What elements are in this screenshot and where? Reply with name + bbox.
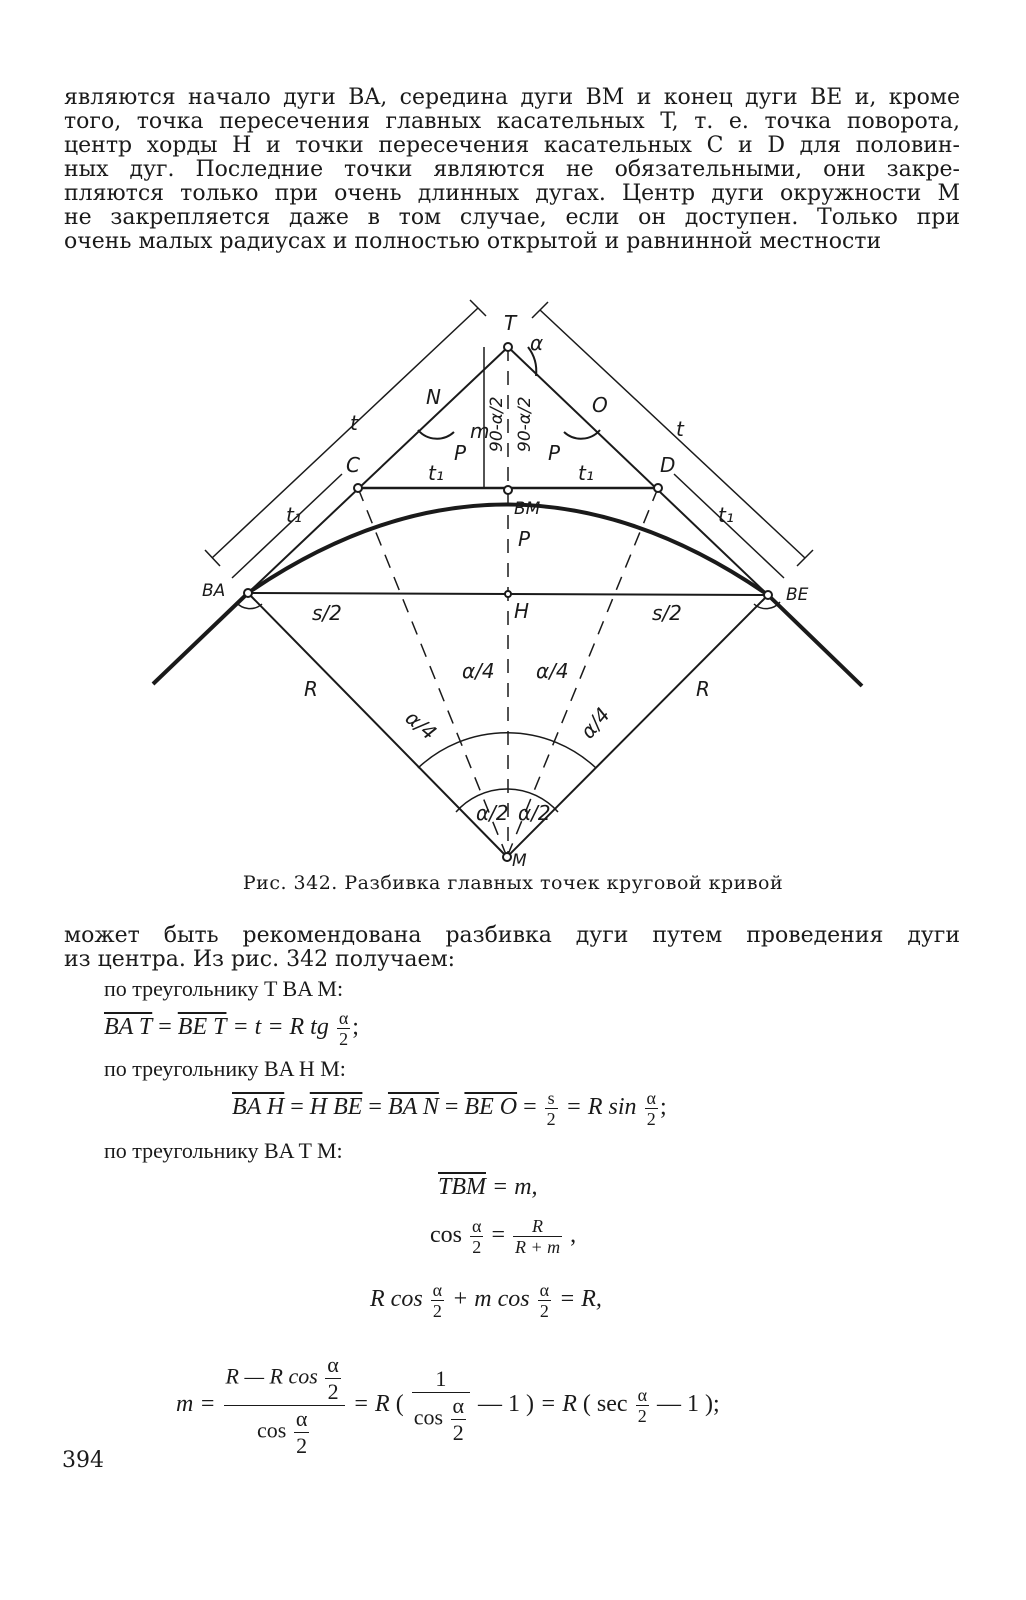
formula-6: m = R — R cos $\frac{\alpha}{2}$ cos $\frac{\alpha}{2}$ = R ( 1 cos $\frac{\alpha}{2}$ — 1 ) = R ( sec $\frac{\alpha}{2}$ — 1 );: [176, 1352, 720, 1458]
figure-caption: Рис. 342. Разбивка главных точек круговой кривой: [242, 872, 784, 894]
tangent-extension-left: [153, 593, 248, 684]
label-half-angle-left: 90-α/2: [487, 396, 507, 452]
tangent-right: [508, 347, 768, 595]
label-a4-1: α/4: [400, 705, 442, 745]
label-t1-left: t₁: [428, 461, 444, 485]
label-R-left: R: [304, 677, 318, 701]
text-line: ных дуг. Последние точки являются не обязательными, они закре-: [64, 157, 960, 182]
label-T: T: [504, 311, 517, 335]
label-H: H: [514, 599, 530, 623]
tangent-extension-right: [768, 595, 862, 686]
formula-1: BA T = BE T = t = R tg $\frac{\alpha}{2}$ ;: [104, 1008, 359, 1049]
label-a2-left: α/2: [476, 801, 509, 825]
dim-t-right: [540, 310, 805, 558]
text-line: являются начало дуги BA, середина дуги BM и конец дуги BE и, кроме: [64, 85, 960, 110]
paragraph-top: [64, 86, 960, 254]
label-C: C: [346, 453, 360, 477]
label-a2-right: α/2: [518, 801, 551, 825]
label-M: M: [512, 851, 527, 871]
label-s2-right: s/2: [652, 601, 682, 625]
label-P1: P: [454, 441, 467, 465]
label-D: D: [660, 453, 676, 477]
text-line: пляются только при очень длинных дугах. Центр дуги окружности M: [64, 181, 960, 206]
radius-left: [248, 593, 507, 857]
triangle-label-3: по треугольнику BA T M:: [104, 1138, 343, 1163]
label-N: N: [426, 385, 441, 409]
formula-2: BA H = H BE = BA N = BE O = $\frac{s}{2}$ = R sin $\frac{\alpha}{2}$ ;: [232, 1088, 667, 1129]
text-line: может быть рекомендована разбивка дуги путем проведения дуги: [64, 923, 960, 948]
text-line: из центра. Из рис. 342 получаем:: [64, 947, 456, 972]
label-a4-2: α/4: [462, 659, 495, 683]
formula-3: $\overline{TBM} = m$,: [438, 1174, 538, 1200]
label-t-right: t: [676, 417, 684, 441]
label-alpha: α: [530, 331, 544, 355]
label-t-left: t: [350, 411, 358, 435]
label-m: m: [470, 419, 490, 443]
label-t1-left-side: t₁: [286, 503, 302, 527]
text-line: очень малых радиусах и полностью открытой и равнинной местности: [64, 229, 882, 254]
label-BA: BA: [202, 581, 226, 601]
label-R-right: R: [696, 677, 710, 701]
label-half-angle-right: 90-α/2: [515, 396, 535, 452]
label-t1-right-side: t₁: [718, 503, 734, 527]
dim-t-left: [212, 308, 478, 558]
formula-4: cos $\frac{\alpha}{2}$ = $\frac{R}{R + m}$ ,: [430, 1216, 577, 1257]
curve-diagram: [0, 300, 1026, 871]
formula-5: R cos $\frac{\alpha}{2}$ + m cos $\frac{\alpha}{2}$ = R,: [370, 1280, 602, 1321]
label-BM: BM: [514, 499, 541, 519]
text-line: того, точка пересечения главных касательных T, т. е. точка поворота,: [64, 109, 960, 134]
paragraph-bottom: [64, 924, 960, 972]
label-P2: P: [548, 441, 561, 465]
label-t1-right: t₁: [578, 461, 594, 485]
label-P-vert: P: [518, 527, 531, 551]
label-a4-3: α/4: [536, 659, 569, 683]
label-s2-left: s/2: [312, 601, 342, 625]
label-O: O: [592, 393, 608, 417]
tangent-left: [248, 347, 508, 593]
text-line: центр хорды H и точки пересечения касательных C и D для половин-: [64, 133, 960, 158]
text-line: не закрепляется даже в том случае, если он доступен. Только при: [64, 205, 960, 230]
page-number: 394: [62, 1448, 104, 1473]
label-a4-4: α/4: [575, 702, 615, 744]
triangle-label-1: по треугольнику T BA M:: [104, 976, 344, 1001]
triangle-label-2: по треугольнику BA H M:: [104, 1056, 346, 1081]
label-BE: BE: [786, 585, 809, 605]
